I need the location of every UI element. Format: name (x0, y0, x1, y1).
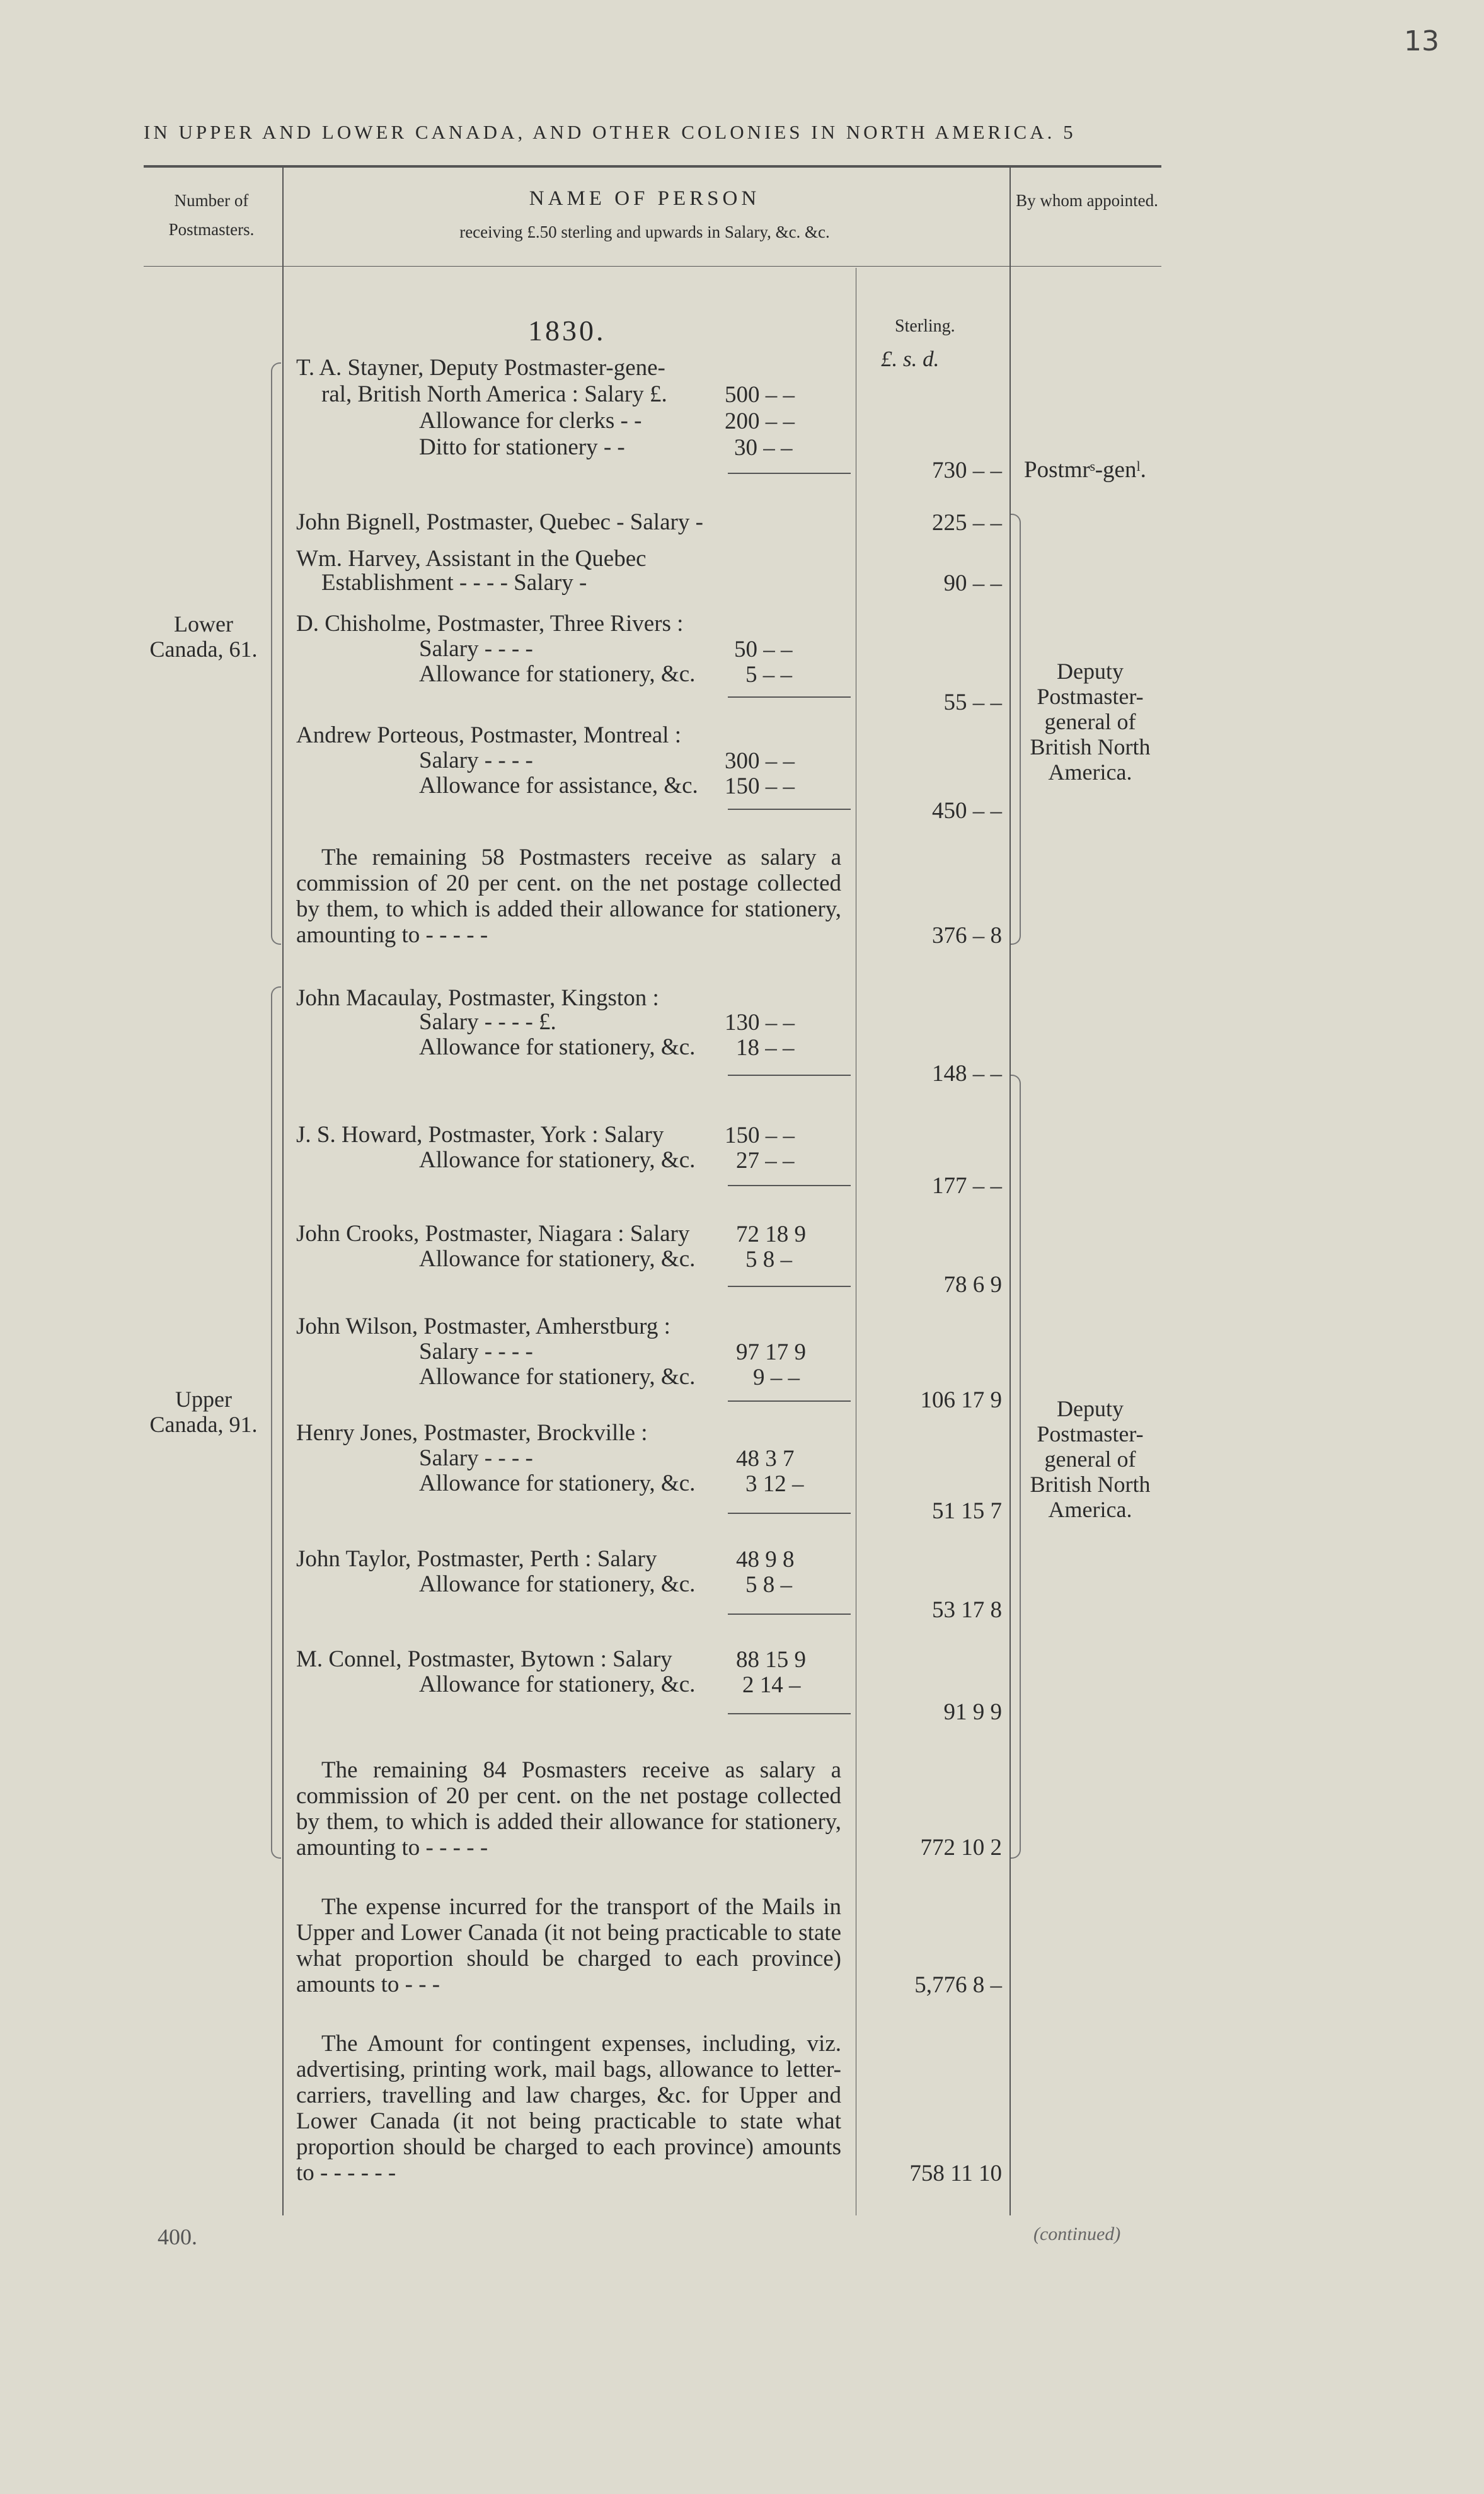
remaining-84-total: 772 10 2 (920, 1835, 1002, 1861)
jones-salary-value: 48 3 7 (736, 1446, 795, 1472)
lower-canada-brace (271, 362, 281, 945)
taylor-total: 53 17 8 (932, 1597, 1002, 1623)
sum-rule (728, 1286, 851, 1287)
lower-canada-label: Lower Canada, 61. (149, 611, 258, 662)
sum-rule (728, 1075, 851, 1076)
crooks-line-1: John Crooks, Postmaster, Niagara : Salary (296, 1221, 690, 1247)
sterling-units: £. s. d. (881, 347, 940, 371)
porteous-assistance-value: 150 – – (725, 773, 795, 799)
chisholme-total: 55 – – (943, 690, 1002, 715)
howard-stationery: Allowance for stationery, &c. (419, 1147, 696, 1173)
lower-appointed: Deputy Postmaster-general of British North America. (1030, 659, 1151, 785)
upper-appointed-brace (1011, 1075, 1021, 1859)
bignell-total: 225 – – (932, 510, 1002, 536)
lower-appointed-brace (1011, 514, 1021, 945)
header-by-whom-appointed: By whom appointed. (1016, 191, 1158, 210)
connel-stationery-value: 2 14 – (742, 1672, 801, 1698)
upper-canada-brace (271, 986, 281, 1859)
sum-rule (728, 1513, 851, 1514)
chisholme-stationery: Allowance for stationery, &c. (419, 661, 696, 687)
wilson-line-1: John Wilson, Postmaster, Amherstburg : (296, 1313, 670, 1339)
harvey-total: 90 – – (943, 570, 1002, 596)
remaining-58-paragraph: The remaining 58 Postmasters receive as salary a commission of 20 per cent. on the net postage collected by them, to which is added their allowance for stationery, amounting to - - - - - (296, 845, 841, 948)
macaulay-salary-value: 130 – – (725, 1010, 795, 1036)
macaulay-stationery: Allowance for stationery, &c. (419, 1034, 696, 1060)
jones-stationery: Allowance for stationery, &c. (419, 1470, 696, 1496)
macaulay-total: 148 – – (932, 1061, 1002, 1087)
wilson-salary-value: 97 17 9 (736, 1339, 806, 1365)
upper-canada-label: Upper Canada, 91. (149, 1387, 258, 1437)
porteous-total: 450 – – (932, 798, 1002, 824)
crooks-stationery: Allowance for stationery, &c. (419, 1246, 696, 1272)
sum-rule (728, 1614, 851, 1615)
head-rule (144, 165, 1161, 168)
sum-rule (728, 1185, 851, 1186)
chisholme-stationery-value: 5 – – (745, 662, 792, 688)
column-divider-1 (282, 167, 284, 2215)
transport-paragraph: The expense incurred for the transport of the Mails in Upper and Lower Canada (it not being practicable to state what proportion should be charged to each province) amounts to - - - (296, 1894, 841, 1997)
wilson-stationery: Allowance for stationery, &c. (419, 1364, 696, 1390)
harvey-line-1: Wm. Harvey, Assistant in the Quebec (296, 546, 647, 572)
stayner-clerks-value: 200 – – (725, 408, 795, 434)
taylor-stationery-value: 5 8 – (745, 1572, 792, 1598)
stayner-appointed: Postmrˢ-genˡ. (1024, 457, 1146, 483)
header-rule (144, 266, 1161, 267)
jones-salary: Salary - - - - (419, 1445, 533, 1471)
chisholme-salary: Salary - - - - (419, 636, 533, 662)
connel-stationery: Allowance for stationery, &c. (419, 1671, 696, 1697)
sum-rule (728, 809, 851, 810)
stayner-salary-value: 500 – – (725, 382, 795, 408)
porteous-line-1: Andrew Porteous, Postmaster, Montreal : (296, 722, 681, 748)
macaulay-line-1: John Macaulay, Postmaster, Kingston : (296, 985, 659, 1011)
wilson-total: 106 17 9 (920, 1387, 1002, 1413)
macaulay-stationery-value: 18 – – (736, 1035, 795, 1061)
remaining-84-paragraph: The remaining 84 Posmasters receive as salary a commission of 20 per cent. on the net postage collected by them, to which is added their allowance for stationery, amounting to - - - - - (296, 1757, 841, 1861)
connel-salary-value: 88 15 9 (736, 1647, 806, 1673)
stayner-clerks: Allowance for clerks - - (419, 408, 642, 434)
crooks-salary-value: 72 18 9 (736, 1221, 806, 1247)
macaulay-salary: Salary - - - - £. (419, 1009, 556, 1035)
sum-rule (728, 1400, 851, 1402)
sterling-label: Sterling. (895, 316, 955, 336)
porteous-salary-value: 300 – – (725, 748, 795, 774)
crooks-stationery-value: 5 8 – (745, 1247, 792, 1273)
stayner-stationery-value: 30 – – (734, 435, 793, 461)
contingent-paragraph: The Amount for contingent expenses, including, viz. advertising, printing work, mail bags, allowance to letter-carriers, travelling and law charges, &c. for Upper and Lower Canada (it not being practicable to state what proportion should be charged to each province) amounts to - - - - - - (296, 2031, 841, 2186)
contingent-total: 758 11 10 (909, 2161, 1002, 2186)
jones-total: 51 15 7 (932, 1498, 1002, 1524)
crooks-total: 78 6 9 (943, 1272, 1002, 1298)
chisholme-salary-value: 50 – – (734, 637, 793, 662)
harvey-line-2: Establishment - - - - Salary - (321, 570, 587, 596)
chisholme-line-1: D. Chisholme, Postmaster, Three Rivers : (296, 611, 684, 637)
stayner-total: 730 – – (932, 458, 1002, 483)
wilson-salary: Salary - - - - (419, 1339, 533, 1365)
transport-total: 5,776 8 – (914, 1972, 1002, 1998)
jones-line-1: Henry Jones, Postmaster, Brockville : (296, 1420, 648, 1446)
connel-total: 91 9 9 (943, 1699, 1002, 1725)
stayner-line-2: ral, British North America : Salary £. (321, 381, 667, 407)
upper-appointed: Deputy Postmaster-general of British North America. (1030, 1396, 1151, 1522)
howard-line-1: J. S. Howard, Postmaster, York : Salary (296, 1122, 664, 1148)
remaining-58-total: 376 – 8 (932, 923, 1002, 949)
howard-stationery-value: 27 – – (736, 1148, 795, 1174)
header-number-of-postmasters: Number of Postmasters. (168, 191, 255, 239)
sum-rule (728, 473, 851, 474)
taylor-salary-value: 48 9 8 (736, 1547, 795, 1573)
howard-total: 177 – – (932, 1173, 1002, 1199)
sum-rule (728, 696, 851, 698)
year-heading: 1830. (528, 315, 606, 347)
bignell-entry: John Bignell, Postmaster, Quebec - Salary - (296, 509, 703, 535)
jones-stationery-value: 3 12 – (745, 1471, 804, 1497)
stayner-line-1: T. A. Stayner, Deputy Postmaster-gene- (296, 355, 665, 381)
page-number: 13 (1404, 25, 1439, 57)
header-name-sub: receiving £.50 sterling and upwards in Salary, &c. &c. (459, 222, 830, 241)
header-name-of-person: NAME OF PERSON (529, 187, 761, 210)
taylor-stationery: Allowance for stationery, &c. (419, 1571, 696, 1597)
taylor-line-1: John Taylor, Postmaster, Perth : Salary (296, 1546, 657, 1572)
wilson-stationery-value: 9 – – (753, 1365, 800, 1390)
connel-line-1: M. Connel, Postmaster, Bytown : Salary (296, 1646, 672, 1672)
running-head: IN UPPER AND LOWER CANADA, AND OTHER COLONIES IN NORTH AMERICA. 5 (144, 121, 1076, 143)
porteous-salary: Salary - - - - (419, 748, 533, 773)
porteous-assistance: Allowance for assistance, &c. (419, 773, 698, 799)
stayner-stationery: Ditto for stationery - - (419, 434, 625, 460)
footer-number: 400. (158, 2224, 197, 2249)
howard-salary-value: 150 – – (725, 1123, 795, 1148)
sum-rule (728, 1713, 851, 1714)
footer-continued: (continued) (1033, 2224, 1121, 2244)
